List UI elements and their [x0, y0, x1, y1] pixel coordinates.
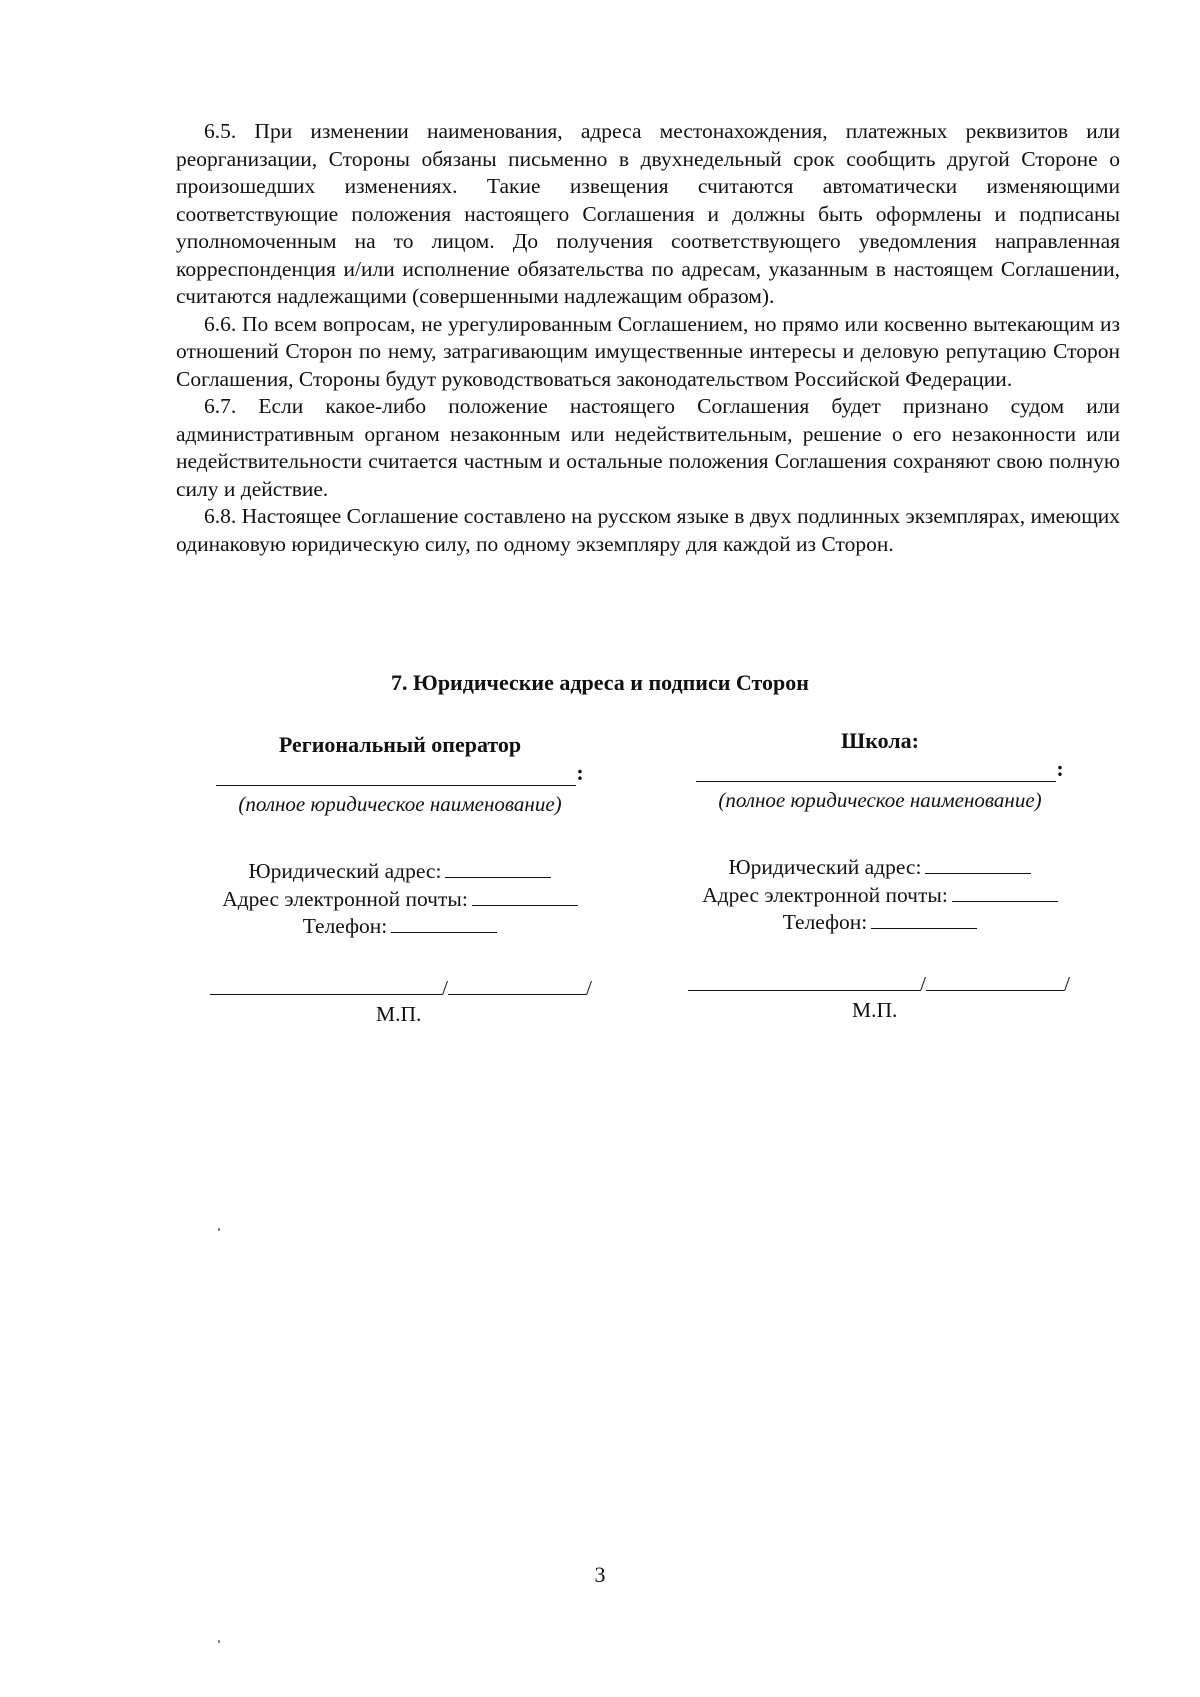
name-caption: (полное юридическое наименование) [718, 788, 1042, 812]
signature-blank [210, 976, 442, 995]
terms-section [176, 118, 1120, 558]
signature-line-school [688, 972, 1070, 997]
page-number: 3 [594, 1562, 606, 1587]
phone-label: Телефон: [302, 914, 388, 938]
name-caption: (полное юридическое наименование) [238, 792, 562, 816]
signature-line-regional-operator [210, 976, 592, 1001]
email-row [680, 882, 1080, 910]
email-blank [952, 883, 1058, 902]
name-colon: : [576, 760, 584, 785]
legal-address-label: Юридический адрес: [728, 855, 922, 879]
email-label: Адрес электронной почты: [222, 886, 468, 911]
email-blank [472, 887, 578, 906]
name-blank-line [216, 765, 576, 786]
clause-6-6: 6.6. По всем вопросам, не урегулированным Соглашением, но прямо или косвенно вытекающим из отношений Сторон по нему, затрагивающим имущественные интересы и деловую репутацию Сторон Соглашения, Стороны будут руководствоваться законодательством Российской Федерации. [176, 311, 1120, 391]
section-heading: 7. Юридические адреса и подписи Сторон [391, 670, 809, 695]
party-contacts [680, 854, 1080, 937]
signature-slash-1: / [442, 976, 448, 1000]
legal-address-blank [445, 859, 551, 878]
email-row [200, 886, 600, 914]
phone-row [680, 909, 1080, 937]
signature-slash-1: / [920, 972, 926, 996]
signature-slash-2: / [1063, 972, 1070, 996]
name-blank-line [696, 761, 1056, 782]
signature-name-blank [926, 972, 1064, 991]
legal-address-row [200, 858, 600, 886]
party-title: Региональный оператор [278, 732, 522, 757]
phone-blank [871, 910, 977, 929]
party-school [680, 726, 1080, 937]
party-title: Школа: [841, 728, 919, 753]
email-label: Адрес электронной почты: [702, 882, 948, 907]
party-name-field [200, 760, 600, 786]
signature-slash-2: / [585, 976, 592, 1000]
signature-name-blank [448, 976, 586, 995]
legal-address-blank [925, 855, 1031, 874]
party-regional-operator [200, 730, 600, 941]
clause-6-7: 6.7. Если какое-либо положение настоящего Соглашения будет признано судом или административным органом незаконным или недействительным, решение о его незаконности или недействительности считается частным и остальные положения Соглашения сохраняют свою полную силу и действие. [176, 394, 1120, 501]
clause-6-5: 6.5. При изменении наименования, адреса местонахождения, платежных реквизитов или реорганизации, Стороны обязаны письменно в двухнедельный срок сообщить другой Стороне о произошедших изменениях. Такие извещения считаются автоматически изменяющими соответствующие положения настоящего Соглашения и должны быть оформлены и подписаны уполномоченным на то лицом. До получения соответствующего уведомления направленная корреспонденция и/или исполнение обязательства по адресам, указанным в настоящем Соглашении, считаются надлежащими (совершенными надлежащим образом). [176, 119, 1120, 308]
legal-address-label: Юридический адрес: [248, 859, 442, 883]
signature-blank [688, 972, 920, 991]
party-name-field [680, 756, 1080, 782]
scan-speck [218, 1228, 220, 1231]
stamp-placeholder-school: М.П. [852, 998, 898, 1022]
phone-blank [391, 914, 497, 933]
phone-row [200, 913, 600, 941]
clause-6-8: 6.8. Настоящее Соглашение составлено на русском языке в двух подлинных экземплярах, имеющих одинаковую юридическую силу, по одному экземпляру для каждой из Сторон. [176, 504, 1120, 556]
phone-label: Телефон: [782, 910, 868, 934]
legal-address-row [680, 854, 1080, 882]
scan-speck [218, 1640, 220, 1643]
party-contacts [200, 858, 600, 941]
name-colon: : [1056, 756, 1064, 781]
stamp-placeholder-regional-operator: М.П. [376, 1002, 422, 1026]
